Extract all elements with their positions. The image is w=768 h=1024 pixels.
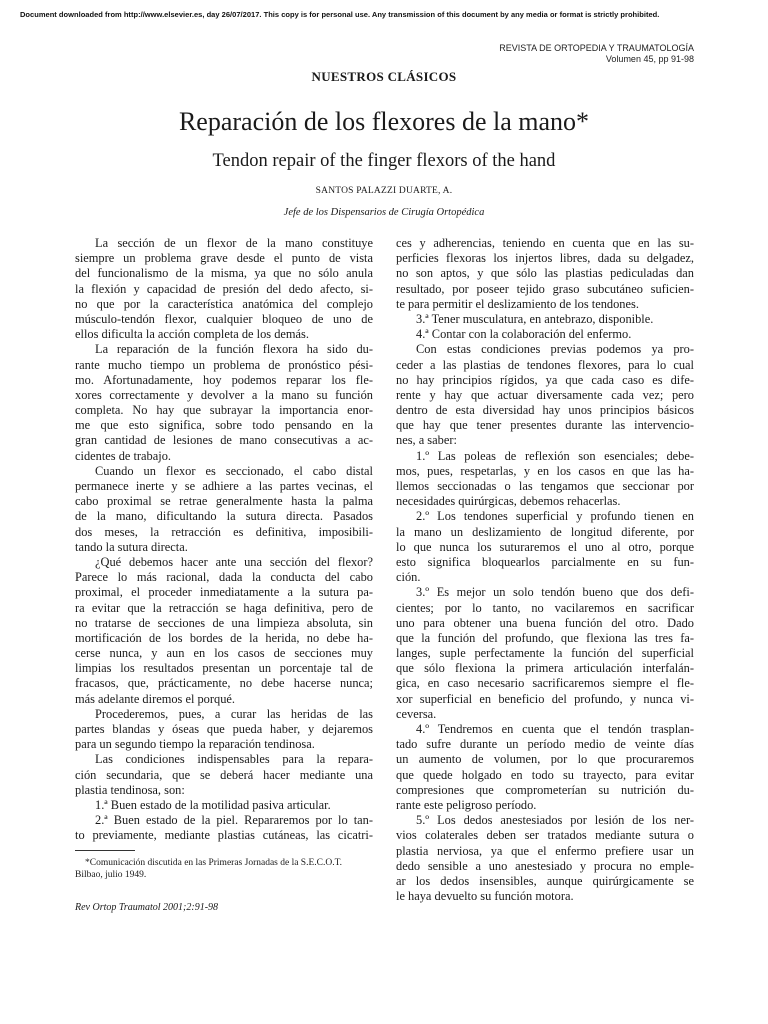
text-line: mortificación de los bordes de la herida, no debe ha-	[75, 630, 373, 645]
text-line: le haya devuelto su función motora.	[396, 889, 574, 904]
text-line: no tratarse de secciones de una limpieza absoluta, sin	[75, 615, 373, 630]
text-line: que hay que tener presentes durante las intervencio-	[396, 418, 694, 433]
text-line: de la mano, dificultando la sutura directa. Pasados	[75, 509, 373, 524]
article-subtitle: Tendon repair of the finger flexors of the hand	[212, 151, 556, 171]
text-line: que quede holgado en todo su trayecto, para evitar	[396, 767, 694, 782]
journal-volume: Volumen 45, pp 91-98	[605, 54, 694, 64]
text-line: gica, en caso necesario sacrificaremos siempre el fle-	[396, 676, 694, 691]
text-line: vios colaterales deben ser tratados mediante sutura o	[396, 828, 694, 843]
text-line: la mano un deslizamiento de longitud diferente, por	[396, 524, 694, 539]
text-line: llemos seccionadas o las tengamos que seccionar por	[396, 479, 694, 493]
text-line: no son aptos, y que sólo las plastias pediculadas dan	[396, 266, 694, 281]
text-line: xor superficial en beneficio del profundo, y nunca vi-	[396, 691, 694, 706]
text-line: ra evitar que la retracción se haga definitiva, pero de	[75, 600, 373, 615]
text-line: fracasos, que, prácticamente, no debe hacerse nunca;	[75, 676, 373, 691]
download-notice-banner: Document downloaded from http://www.elsevier.es, day 26/07/2017. This copy is for personal use. Any transmission of this document by any media or format is strictly prohibited.	[20, 10, 660, 19]
text-line: ar los dedos insensibles, aunque quirúrgicamente se	[396, 873, 694, 888]
text-line: tado sufre durante un período medio de veinte días	[396, 737, 694, 752]
text-line: gran cantidad de lesiones de mano consecutivas a ac-	[75, 433, 373, 448]
text-line: uno para obtener una buena función del otro. Dado	[396, 615, 694, 630]
text-line: ceder a las plastias de tendones flexores, para lo cual	[396, 357, 694, 372]
text-line: necesidades quirúrgicas, debemos rehacerlas.	[396, 494, 621, 509]
text-line: rante mucho tiempo un problema de pronóstico pési-	[75, 357, 373, 372]
text-line: cabo proximal se retrae generalmente hasta la palma	[75, 494, 373, 509]
text-line: que la función del profundo, que flexiona las tres fa-	[396, 630, 694, 645]
text-line: 2.ª Buen estado de la piel. Repararemos por lo tan-	[95, 813, 373, 828]
text-line: compresiones que comprometerían su nutrición du-	[396, 782, 694, 797]
text-line: dentro de esta diversidad hay unos principios básicos	[396, 403, 694, 418]
text-line: más adelante diremos el porqué.	[75, 691, 235, 706]
text-line: La sección de un flexor de la mano constituye	[95, 236, 373, 250]
text-line: músculo-tendón flexor, cualquier bloqueo de uno de	[75, 311, 373, 326]
footnote	[75, 857, 375, 881]
text-line: Las condiciones indispensables para la repara-	[95, 752, 373, 767]
text-line: Cuando un flexor es seccionado, el cabo distal	[95, 463, 373, 478]
text-line: cerse nunca, y aun en los casos de secciones muy	[75, 646, 373, 661]
text-line: 3.º Es mejor un solo tendón bueno que dos defi-	[416, 585, 694, 600]
text-line: 1.ª Buen estado de la motilidad pasiva articular.	[95, 797, 331, 812]
footnote-line: Bilbao, julio 1949.	[75, 870, 147, 880]
text-line: nes, a saber:	[396, 433, 457, 448]
text-line: ¿Qué debemos hacer ante una sección del flexor?	[95, 554, 373, 569]
text-line: esto significa bloquearlos parcialmente en su fun-	[396, 554, 694, 569]
text-line: dos meses, la retracción es definitiva, imposibili-	[75, 524, 373, 539]
text-line: permanece inerte y se adhiere a las partes vecinas, el	[75, 479, 373, 493]
text-line: ción secundaria, que se deberá hacer mediante una	[75, 767, 373, 782]
text-line: rante este peligroso período.	[396, 797, 537, 812]
section-heading: NUESTROS CLÁSICOS	[311, 69, 457, 84]
text-line: para un segundo tiempo la reparación tendinosa.	[75, 737, 315, 752]
text-line: no hay principios rígidos, ya que cada caso es dife-	[396, 372, 694, 387]
text-line: plastia tendinosa, son:	[75, 782, 185, 797]
text-line: xores correctamente y devolver a la mano su función	[75, 387, 373, 402]
text-line: partes blandas y óseas que pueda haber, y dejaremos	[75, 722, 373, 736]
footnote-line: *Comunicación discutida en las Primeras Jornadas de la S.E.C.O.T.	[85, 858, 343, 868]
text-line: ción.	[396, 570, 421, 585]
text-line: no que por la característica anatómica del complejo	[75, 296, 373, 311]
text-line: lo que nunca los suturaremos el uno al otro, porque	[396, 539, 694, 554]
text-line: 4.ª Contar con la colaboración del enfermo.	[416, 327, 632, 342]
text-line: cientes; por lo tanto, no vacilaremos en sacrificar	[396, 600, 694, 615]
text-line: resultado, por poseer tejido graso subcutáneo suficien-	[396, 281, 694, 296]
text-line: Parece lo más racional, dada la conducta del cabo	[75, 570, 373, 585]
text-line: siempre un problema grave desde el punto de vista	[75, 251, 373, 266]
text-line: perficies flexoras los injertos libres, dada su delgadez,	[396, 251, 694, 266]
journal-name: REVISTA DE ORTOPEDIA Y TRAUMATOLOGÍA	[499, 43, 694, 53]
author-affiliation: Jefe de los Dispensarios de Cirugía Ortopédica	[283, 207, 485, 218]
text-line: Procederemos, pues, a curar las heridas de las	[95, 706, 373, 721]
footnote-divider	[75, 850, 135, 851]
text-line: langes, suple perfectamente la función del superficial	[396, 646, 694, 661]
text-line: tando la sutura directa.	[75, 539, 188, 554]
body-right-column	[396, 236, 694, 904]
text-line: del funcionalismo de la misma, ya que no sólo anula	[75, 266, 373, 281]
text-line: 1.º Las poleas de reflexión son esenciales; debe-	[416, 448, 694, 463]
text-line: plastia nerviosa, ya que el enfermo prefiere usar un	[396, 843, 694, 858]
text-line: proximal, el proceder inmediatamente a la sutura pa-	[75, 585, 373, 600]
text-line: un aumento de volumen, por lo que procuraremos	[396, 752, 694, 767]
text-line: la flexión y capacidad de presión del dedo afecto, si-	[75, 281, 373, 296]
text-line: ces y adherencias, teniendo en cuenta que en las su-	[396, 236, 694, 250]
text-line: ceversa.	[396, 706, 437, 721]
article-author: SANTOS PALAZZI DUARTE, A.	[315, 186, 453, 196]
text-line: 3.ª Tener musculatura, en antebrazo, disponible.	[416, 311, 654, 326]
journal-header	[499, 43, 694, 65]
text-line: Con estas condiciones previas podemos ya pro-	[416, 342, 694, 357]
text-line: completa. No hay que subrayar la importancia enor-	[75, 403, 373, 418]
text-line: 4.º Tendremos en cuenta que el tendón trasplan-	[416, 722, 694, 736]
text-line: La reparación de la función flexora ha sido du-	[95, 342, 373, 357]
article-title: Reparación de los flexores de la mano*	[178, 107, 590, 136]
text-line: to previamente, mediante plastias cutáneas, las cicatri-	[75, 828, 373, 843]
text-line: 5.º Los dedos anestesiados por lesión de los ner-	[416, 813, 694, 828]
text-line: cidentes de trabajo.	[75, 448, 171, 463]
text-line: dedo sensible a uno anestesiado y procura no emple-	[396, 858, 694, 873]
text-line: mos, pues, respetarlas, y en los casos en que las ha-	[396, 463, 694, 478]
text-line: me que esto significa, sobre todo pensando en la	[75, 418, 373, 433]
body-left-column	[75, 236, 373, 844]
page-citation: Rev Ortop Traumatol 2001;2:91-98	[75, 902, 219, 913]
text-line: te para permitir el deslizamiento de los tendones.	[396, 296, 639, 311]
text-line: ellos dificulta la acción completa de los demás.	[75, 327, 309, 342]
text-line: rente y hay que actuar diversamente cada vez; pero	[396, 387, 694, 402]
text-line: que sólo flexiona la primera articulación interfalán-	[396, 661, 694, 676]
text-line: 2.º Los tendones superficial y profundo tienen en	[416, 509, 694, 524]
text-line: limpias los resultados presentan un porcentaje tal de	[75, 661, 373, 676]
text-line: mo. Afortunadamente, hoy podemos reparar los fle-	[75, 372, 373, 387]
